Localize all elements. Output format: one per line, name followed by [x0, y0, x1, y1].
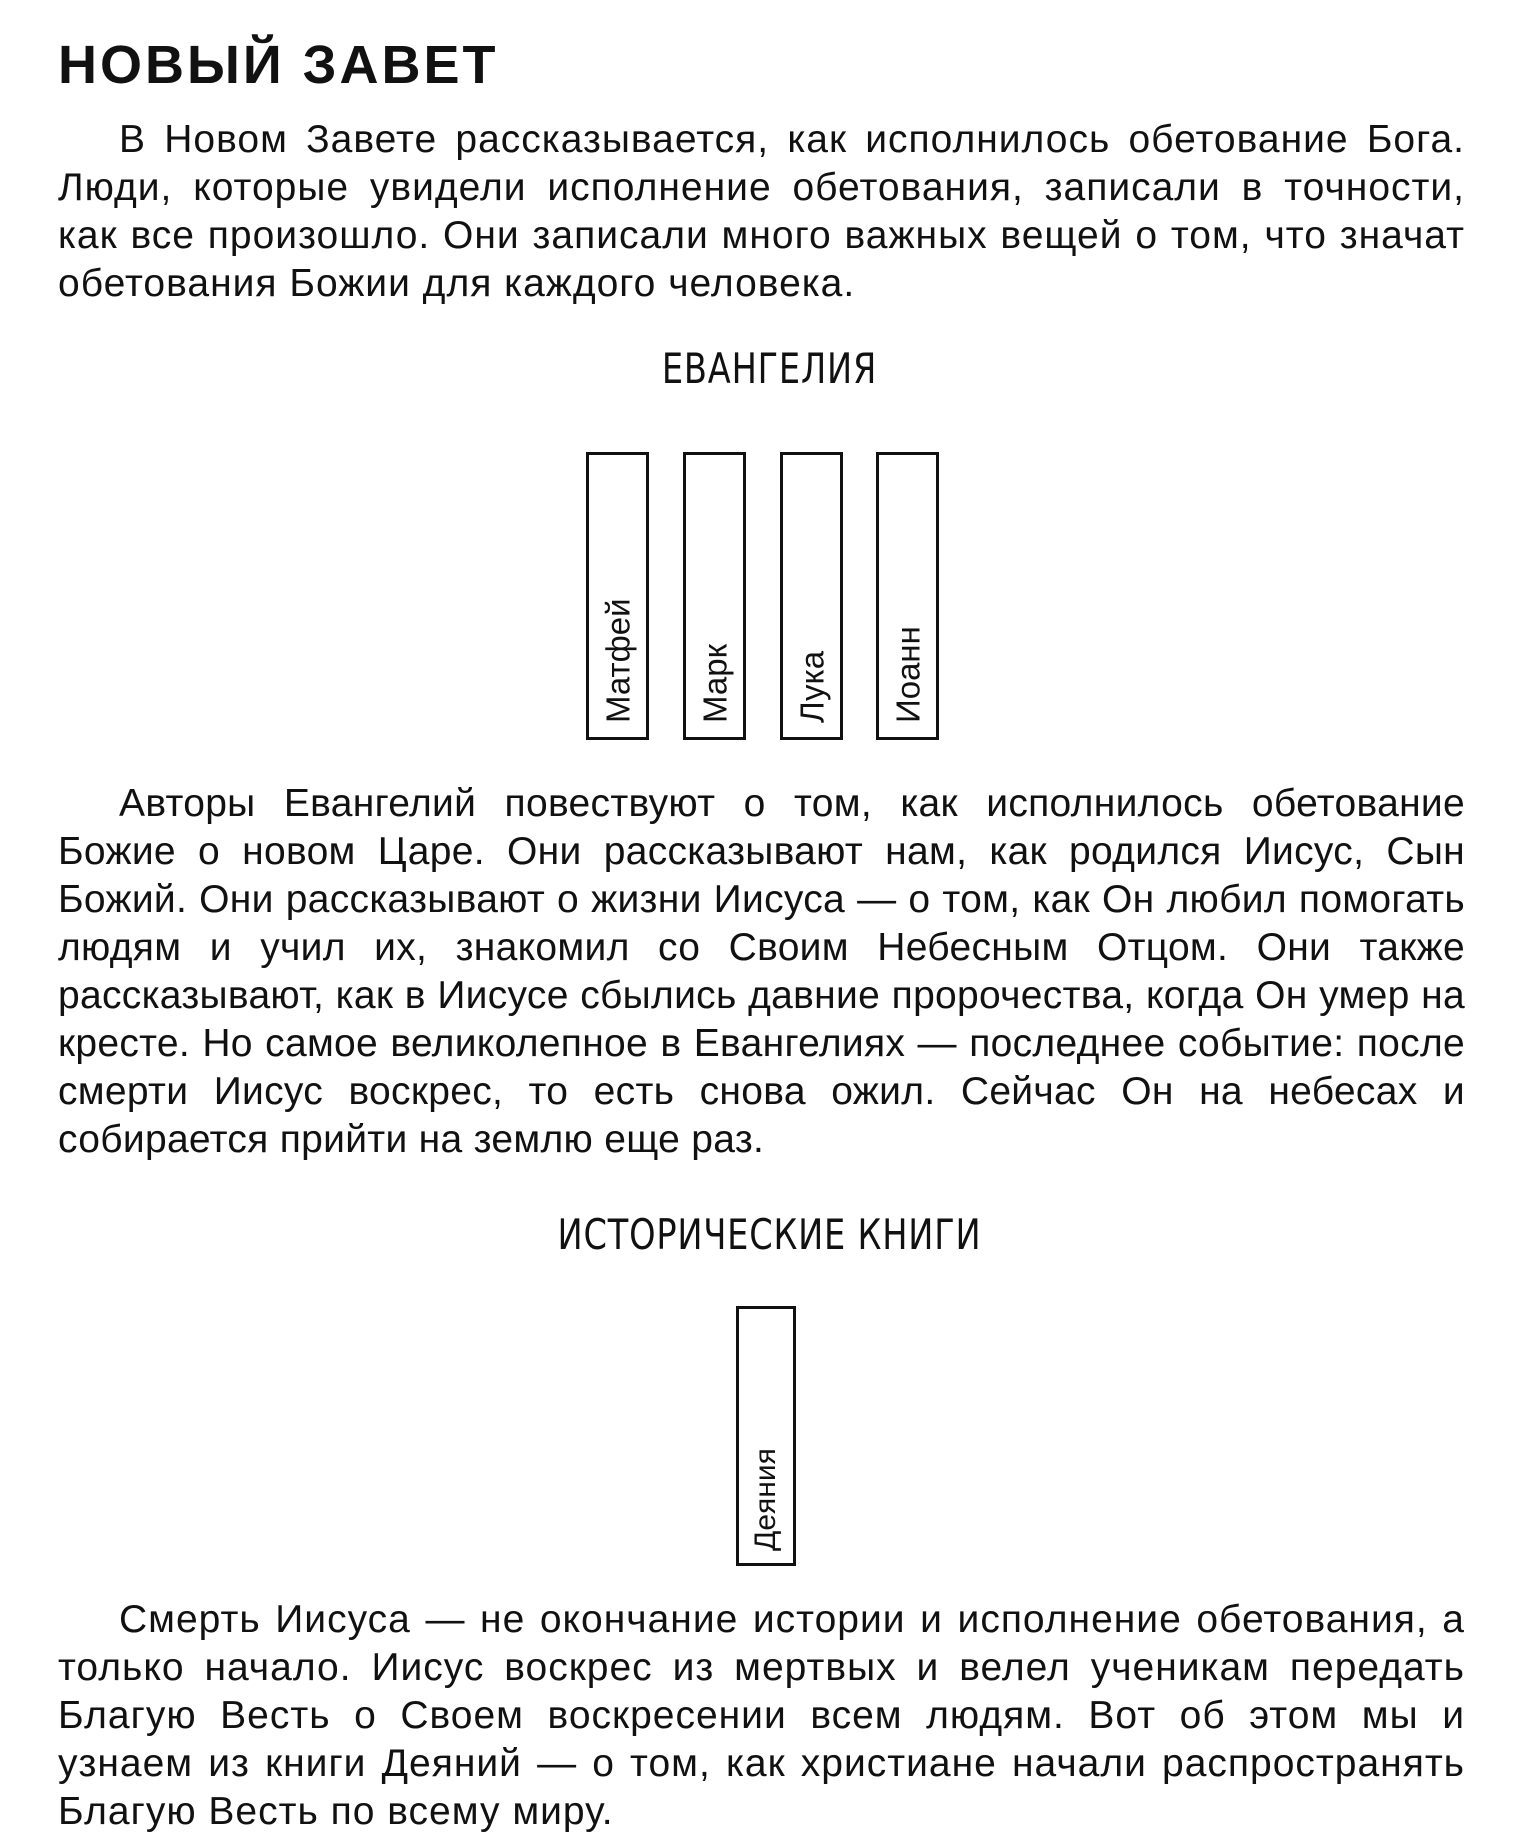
book-spine-mark: [683, 452, 746, 740]
historical-paragraph: Смерть Иисуса — не окончание истории и исполнение обетования, а только начало. Иисус воскрес из мертвых и велел ученикам передать Благую Весть о Своем воскресении всем людям. Вот об этом мы и узнаем из книги Деяний — о том, как христиане начали распространять Благую Весть по всему миру.: [58, 1598, 1465, 1833]
gospels-paragraph: Авторы Евангелий повествуют о том, как исполнилось обетование Божие о новом Царе. Они рассказывают нам, как родился Иисус, Сын Божий. Они рассказывают о жизни Иисуса — о том, как Он любил помогать людям и учил их, знакомил со Своим Небесным Отцом. Они также рассказывают, как в Иисусе сбылись давние пророчества, когда Он умер на кресте. Но самое великолепное в Евангелиях — последнее событие: после смерти Иисус воскрес, то есть снова ожил. Сейчас Он на небесах и собирается прийти на землю еще раз.: [58, 782, 1465, 1161]
book-label: Лука: [793, 650, 830, 723]
book-spine-luke: [780, 452, 843, 740]
book-label: Деяния: [749, 1448, 782, 1551]
book-spine-matthew: [586, 452, 649, 740]
book-label: Иоанн: [889, 626, 926, 723]
historical-books-heading: ИСТОРИЧЕСКИЕ КНИГИ: [557, 1210, 982, 1259]
book-spine-john: [876, 452, 939, 740]
book-spine-acts: [736, 1306, 796, 1566]
book-label: Марк: [696, 643, 733, 723]
intro-paragraph: В Новом Завете рассказывается, как исполнилось обетование Бога. Люди, которые увидели исполнение обетования, записали в точности, как все произошло. Они записали много важных вещей о том, что значат обетования Божии для каждого человека.: [58, 118, 1465, 305]
book-label: Матфей: [599, 598, 636, 723]
page-title: НОВЫЙ ЗАВЕТ: [58, 35, 499, 95]
gospels-heading: ЕВАНГЕЛИЯ: [661, 344, 878, 393]
